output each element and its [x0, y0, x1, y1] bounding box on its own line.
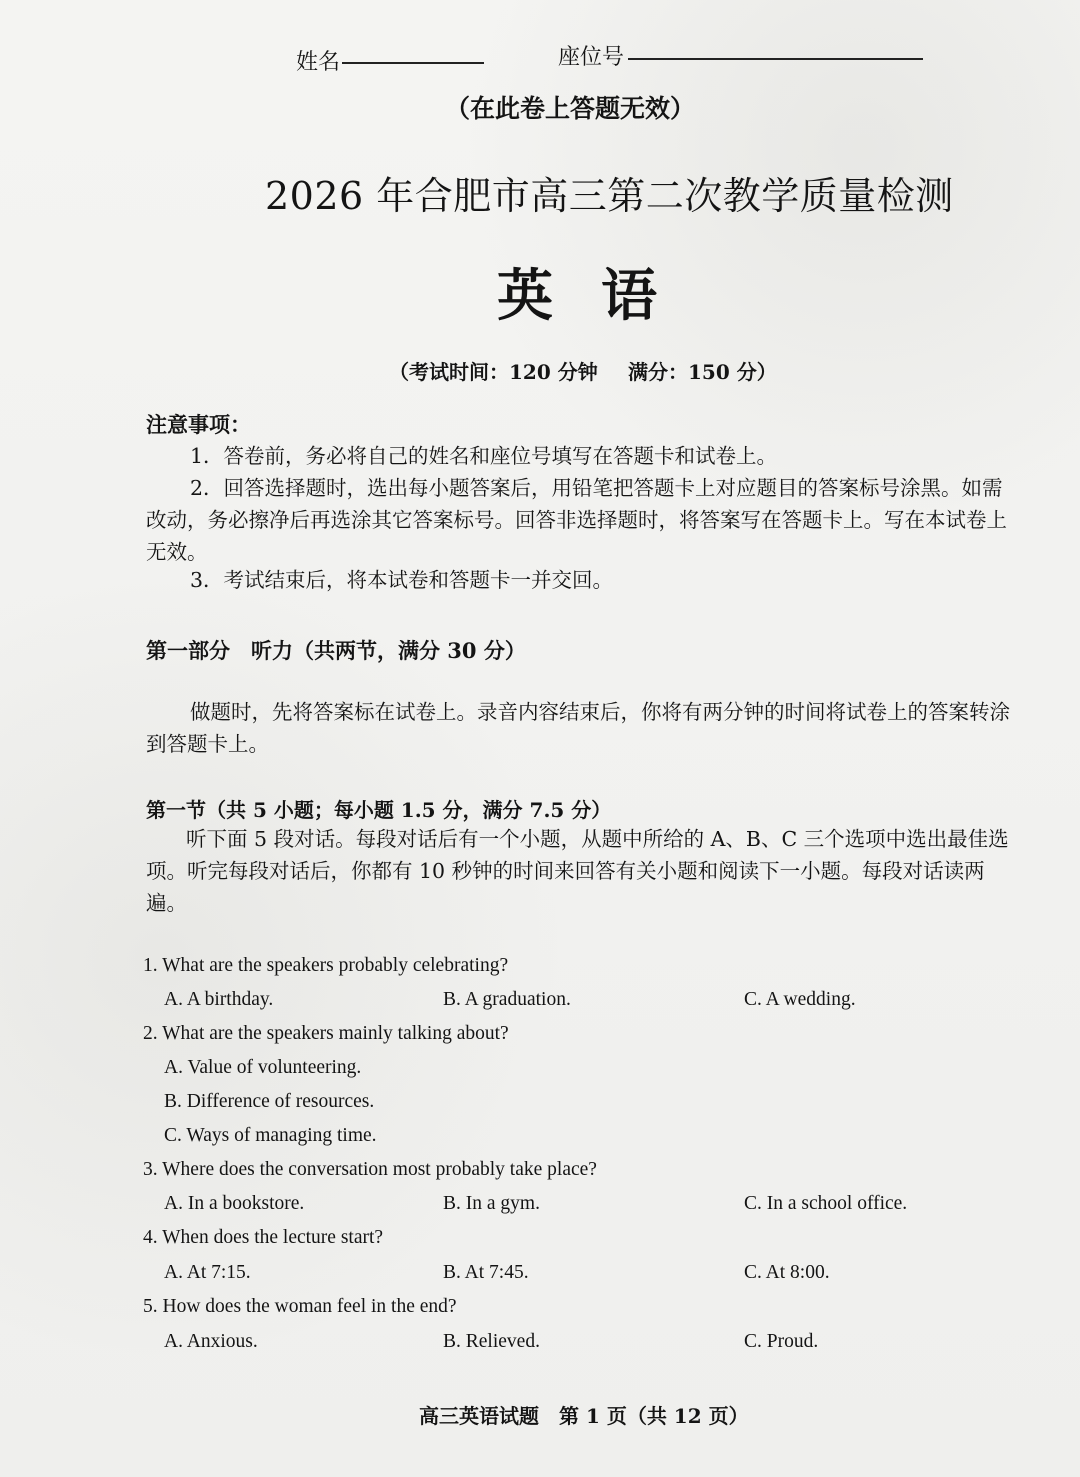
question-1: 1. What are the speakers probably celebrating?	[143, 955, 509, 976]
notes-heading: 注意事项：	[146, 412, 251, 437]
q1-option-c[interactable]: C. A wedding.	[744, 989, 856, 1010]
q2-option-c[interactable]: C. Ways of managing time.	[164, 1125, 377, 1146]
question-5: 5. How does the woman feel in the end?	[143, 1296, 457, 1317]
section1-title: 第一节（共 5 小题；每小题 1.5 分，满分 7.5 分）	[146, 798, 612, 822]
page-footer: 高三英语试题 第 1 页（共 12 页）	[419, 1404, 749, 1428]
q3-option-a[interactable]: A. In a bookstore.	[164, 1193, 305, 1214]
section1-instruction: 听下面 5 段对话。每段对话后有一个小题，从题中所给的 A、B、C 三个选项中选出最佳选项。听完每段对话后，你都有 10 秒钟的时间来回答有关小题和阅读下一小题。每段对话读两遍。	[146, 827, 1009, 915]
q4-option-c[interactable]: C. At 8:00.	[744, 1262, 830, 1283]
q5-option-b[interactable]: B. Relieved.	[443, 1331, 540, 1352]
question-2: 2. What are the speakers mainly talking about?	[143, 1023, 509, 1044]
seat-field[interactable]	[628, 58, 923, 60]
invalid-note: （在此卷上答题无效）	[445, 94, 696, 123]
q3-option-b[interactable]: B. In a gym.	[443, 1193, 540, 1214]
part1-title: 第一部分 听力（共两节，满分 30 分）	[146, 638, 526, 663]
note-item-2: 2．回答选择题时，选出每小题答案后，用铅笔把答题卡上对应题目的答案标号涂黑。如需改动，务必擦净后再选涂其它答案标号。回答非选择题时，将答案写在答题卡上。写在本试卷上无效。	[146, 476, 1007, 564]
question-3: 3. Where does the conversation most probably take place?	[143, 1159, 597, 1180]
subject-title: 英语	[497, 263, 705, 329]
part1-instruction: 做题时，先将答案标在试卷上。录音内容结束后，你将有两分钟的时间将试卷上的答案转涂到答题卡上。	[146, 700, 1010, 756]
name-label: 姓名	[296, 50, 341, 75]
note-item-1: 1．答卷前，务必将自己的姓名和座位号填写在答题卡和试卷上。	[190, 444, 778, 468]
q3-option-c[interactable]: C. In a school office.	[744, 1193, 908, 1214]
q5-option-c[interactable]: C. Proud.	[744, 1331, 819, 1352]
q4-option-b[interactable]: B. At 7:45.	[443, 1262, 529, 1283]
q5-option-a[interactable]: A. Anxious.	[164, 1331, 258, 1352]
q1-option-a[interactable]: A. A birthday.	[164, 989, 274, 1010]
exam-time: （考试时间：120 分钟	[389, 360, 598, 384]
name-field[interactable]	[342, 62, 484, 64]
q2-option-a[interactable]: A. Value of volunteering.	[164, 1057, 362, 1078]
seat-label: 座位号	[558, 45, 625, 70]
q1-option-b[interactable]: B. A graduation.	[443, 989, 571, 1010]
q2-option-b[interactable]: B. Difference of resources.	[164, 1091, 375, 1112]
note-item-3: 3．考试结束后，将本试卷和答题卡一并交回。	[190, 568, 614, 592]
question-4: 4. When does the lecture start?	[143, 1227, 384, 1248]
q4-option-a[interactable]: A. At 7:15.	[164, 1262, 251, 1283]
exam-title: 2026 年合肥市高三第二次教学质量检测	[265, 174, 954, 218]
full-score: 满分：150 分）	[628, 360, 777, 384]
